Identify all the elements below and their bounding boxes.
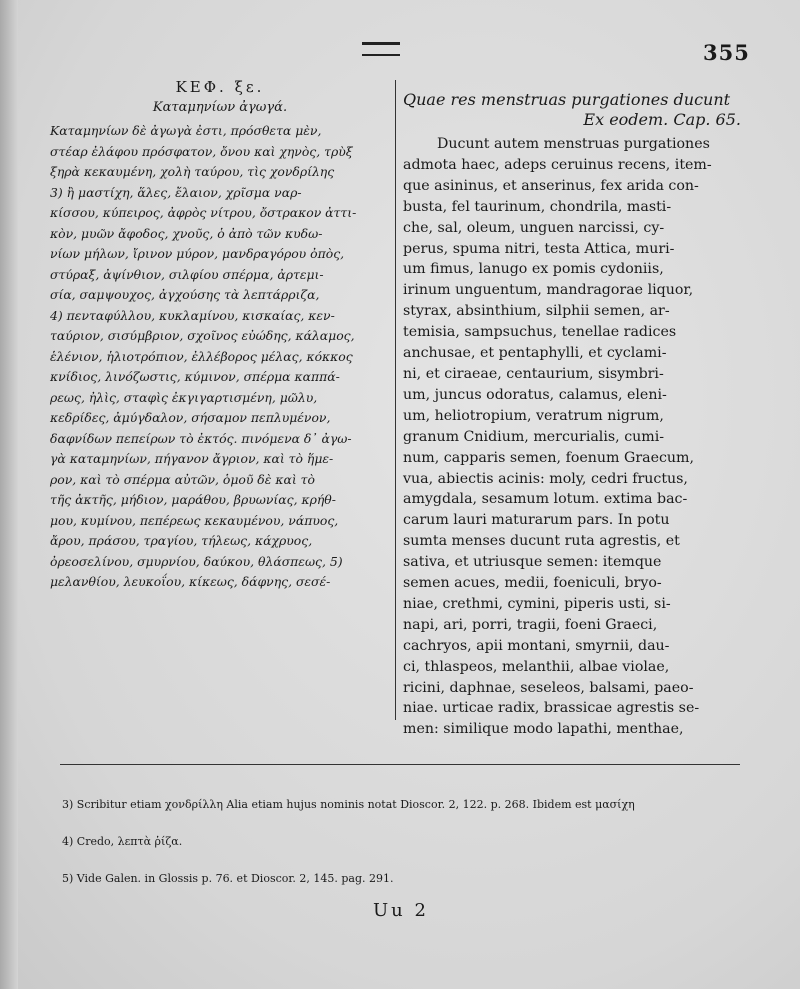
greek-text-line: μελανθίου, λευκοΐου, κίκεως, δάφνης, σεσέ- xyxy=(50,574,331,589)
latin-text-line: amygdala, sesamum lotum. extima bac- xyxy=(403,491,688,508)
latin-text-line: Ducunt autem menstruas purgationes xyxy=(437,136,710,152)
latin-text-line: ni, et ciraeae, centaurium, sisymbri- xyxy=(403,365,664,382)
footnote: 3) Scribitur etiam χονδρίλλη Alia etiam hujus nominis notat Dioscor. 2, 122. p. 268. Ibidem est μασίχη xyxy=(62,798,635,811)
latin-text-line: um, juncus odoratus, calamus, eleni- xyxy=(403,386,667,403)
latin-text-line: um, heliotropium, veratrum nigrum, xyxy=(403,407,664,424)
chapter-heading: ΚΕΦ. ξε. xyxy=(175,78,265,96)
footnote: 5) Vide Galen. in Glossis p. 76. et Dioscor. 2, 145. pag. 291. xyxy=(62,872,394,885)
greek-text-line: 4) πενταφύλλου, κυκλαμίνου, κισκαίας, κεν- xyxy=(50,307,335,323)
greek-text-line: 3) ἢ μαστίχη, ἅλες, ἔλαιον, χρῖσμα ναρ- xyxy=(50,184,302,200)
greek-text-line: ἑλένιον, ἡλιοτρόπιον, ἐλλέβορος μέλας, κόκκος xyxy=(50,348,353,364)
greek-text-line: ὀρεοσελίνου, σμυρνίου, δαύκου, θλάσπεως, 5) xyxy=(50,553,343,569)
greek-text-line: κνίδιος, λινόζωστις, κύμινον, σπέρμα καππά- xyxy=(50,369,340,384)
latin-text-block xyxy=(403,134,741,740)
greek-text-line: ἄρου, πράσου, τραγίου, τήλεως, κάχρυος, xyxy=(50,533,313,548)
latin-text-line: que asininus, et anserinus, fex arida con- xyxy=(403,177,699,194)
latin-text-line: napi, ari, porri, tragii, foeni Graeci, xyxy=(403,616,658,633)
latin-column xyxy=(403,90,741,740)
latin-title: Quae res menstruas purgationes ducunt xyxy=(403,90,731,109)
greek-text-line: ρον, καὶ τὸ σπέρμα αὐτῶν, ὁμοῦ δὲ καὶ τὸ xyxy=(50,471,315,487)
greek-text-line: κεδρίδες, ἀμύγδαλον, σήσαμον πεπλυμένον, xyxy=(50,410,331,425)
greek-text-line: σία, σαμψουχος, ἀγχούσης τὰ λεπτάρριζα, xyxy=(50,287,320,302)
latin-text-line: styrax, absinthium, silphii semen, ar- xyxy=(403,303,670,320)
greek-text-block xyxy=(50,121,390,593)
latin-text-line: anchusae, et pentaphylli, et cyclami- xyxy=(403,345,667,362)
greek-text-line: κίσσου, κύπειρος, ἀφρὸς νίτρου, ὄστρακον ἀττι- xyxy=(50,205,357,220)
latin-text-line: ci, thlaspeos, melanthii, albae violae, xyxy=(403,658,670,675)
greek-text-line: δαφνίδων πεπείρων τὸ ἐκτός. πινόμενα δ᾽ ἀγω- xyxy=(50,430,352,446)
footnote-rule xyxy=(60,764,740,765)
greek-text-line: ρεως, ἠλὶς, σταφὶς ἐκγιγαρτισμένη, μῶλυ, xyxy=(50,389,318,405)
latin-text-line: niae. urticae radix, brassicae agrestis se- xyxy=(403,700,700,717)
greek-text-line: κὸν, μυῶν ἄφοδος, χνοῦς, ὁ ἀπὸ τῶν κυδω- xyxy=(50,225,323,241)
latin-text-line: men: similique modo lapathi, menthae, xyxy=(403,721,684,738)
latin-text-line: num, capparis semen, foenum Graecum, xyxy=(403,449,695,466)
latin-text-line: carum lauri maturarum pars. In potu xyxy=(403,512,670,529)
latin-text-line: cachryos, apii montani, smyrnii, dau- xyxy=(403,637,670,654)
greek-text-line: ξηρὰ κεκαυμένη, χολὴ ταύρου, τὶς χονδρίλης xyxy=(50,164,335,179)
latin-text-line: admota haec, adeps ceruinus recens, item- xyxy=(403,156,712,173)
greek-text-line: μου, κυμίνου, πεπέρεως κεκαυμένου, νάπυος, xyxy=(50,512,339,528)
greek-text-line: στέαρ ἐλάφου πρόσφατον, ὄνου καὶ χηνὸς, τρὺξ xyxy=(50,143,353,159)
greek-text-line: ταύριον, σισύμβριον, σχοῖνος εὐώδης, κάλαμος, xyxy=(50,328,355,343)
column-divider xyxy=(395,80,396,720)
greek-text-line: νίων μήλων, ἴρινον μύρον, μανδραγόρου ὀπὸς, xyxy=(50,246,345,261)
greek-column xyxy=(50,78,390,593)
latin-text-line: granum Cnidium, mercurialis, cumi- xyxy=(403,428,665,445)
latin-text-line: sativa, et utriusque semen: itemque xyxy=(403,554,662,571)
latin-text-line: sumta menses ducunt ruta agrestis, et xyxy=(403,533,680,550)
header-ornament xyxy=(362,42,400,56)
latin-text-line: irinum unguentum, mandragorae liquor, xyxy=(403,282,694,299)
latin-text-line: busta, fel taurinum, chondrila, masti- xyxy=(403,198,672,215)
footnotes xyxy=(62,798,752,909)
greek-text-line: τῆς ἀκτῆς, μήδιον, μαράθου, βρυωνίας, κρήθ- xyxy=(50,492,336,507)
latin-text-line: temisia, sampsuchus, tenellae radices xyxy=(403,324,677,341)
latin-text-line: perus, spuma nitri, testa Attica, muri- xyxy=(403,240,675,257)
page-gutter-shadow xyxy=(0,0,18,989)
latin-text-line: semen acues, medii, foeniculi, bryo- xyxy=(403,575,662,592)
chapter-subtitle: Καταμηνίων ἀγωγά. xyxy=(152,100,288,115)
greek-text-line: στύραξ, ἀψίνθιον, σιλφίου σπέρμα, ἀρτεμι- xyxy=(50,266,324,282)
page-number: 355 xyxy=(703,40,750,65)
signature-mark: Uu 2 xyxy=(373,900,429,921)
greek-text-line: Καταμηνίων δὲ ἀγωγὰ ἐστι, πρόσθετα μὲν, xyxy=(50,123,322,138)
latin-text-line: ricini, daphnae, seseleos, balsami, paeo- xyxy=(403,679,694,696)
latin-title-source: Ex eodem. Cap. 65. xyxy=(583,110,741,129)
footnote: 4) Credo, λεπτὰ ῥίζα. xyxy=(62,835,183,848)
latin-text-line: um fimus, lanugo ex pomis cydoniis, xyxy=(403,261,664,278)
greek-text-line: γὰ καταμηνίων, πήγανον ἄγριον, καὶ τὸ ἥμε- xyxy=(50,451,334,466)
latin-text-line: vua, abiectis acinis: moly, cedri fructus, xyxy=(403,470,688,487)
latin-text-line: che, sal, oleum, unguen narcissi, cy- xyxy=(403,219,665,236)
latin-text-line: niae, crethmi, cymini, piperis usti, si- xyxy=(403,595,671,612)
